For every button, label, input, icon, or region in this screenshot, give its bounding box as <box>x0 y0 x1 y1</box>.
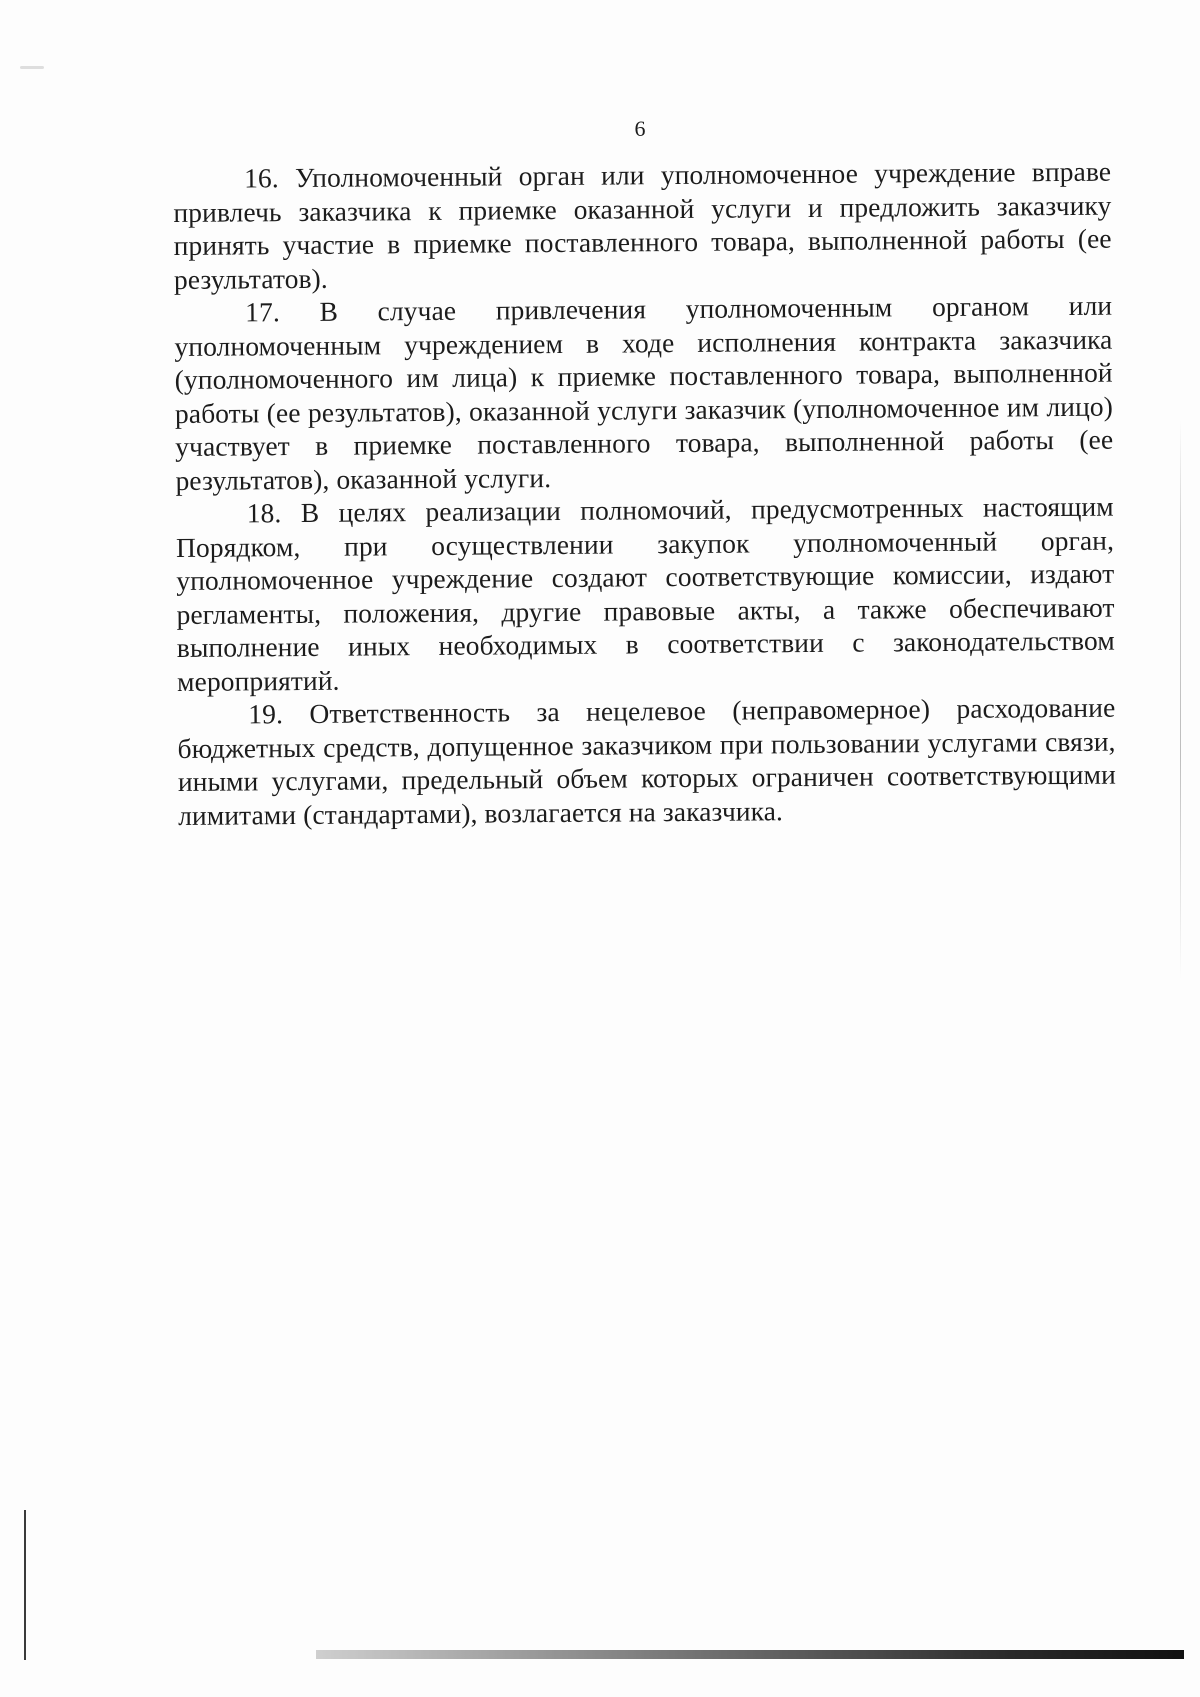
paragraph-18: 18. В целях реализации полномочий, предусмотренных настоящим Порядком, при осуществлении закупок уполномоченный орган, уполномоченное учреждение создают соответствующие комиссии, издают регламенты, положения, другие правовые акты, а также обеспечивают выполнение иных необходимых в соответствии с законодательством мероприятий. <box>175 490 1115 697</box>
scan-speck <box>20 66 44 69</box>
document-body <box>173 155 1116 832</box>
paragraph-16: 16. Уполномоченный орган или уполномоченное учреждение вправе привлечь заказчика к приемке оказанной услуги и предложить заказчику принять участие в приемке поставленного товара, выполненной работы (ее результатов). <box>173 155 1112 295</box>
page-number: 6 <box>634 116 646 141</box>
scan-edge-right <box>1180 420 1181 980</box>
paragraph-19: 19. Ответственность за нецелевое (неправомерное) расходование бюджетных средств, допущенное заказчиком при пользовании услугами связи, иными услугами, предельный объем которых ограничен соответствующими лимитами (стандартами), возлагается на заказчика. <box>177 691 1116 831</box>
paragraph-17: 17. В случае привлечения уполномоченным органом или уполномоченным учреждением в ходе исполнения контракта заказчика (уполномоченного им лица) к приемке поставленного товара, выполненной работы (ее результатов), оказанной услуги заказчик (уполномоченное им лицо) участвует в приемке поставленного товара, выполненной работы (ее результатов), оказанной услуги. <box>174 289 1114 496</box>
scan-edge-left <box>24 1510 26 1660</box>
scan-edge-bottom <box>316 1650 1184 1659</box>
